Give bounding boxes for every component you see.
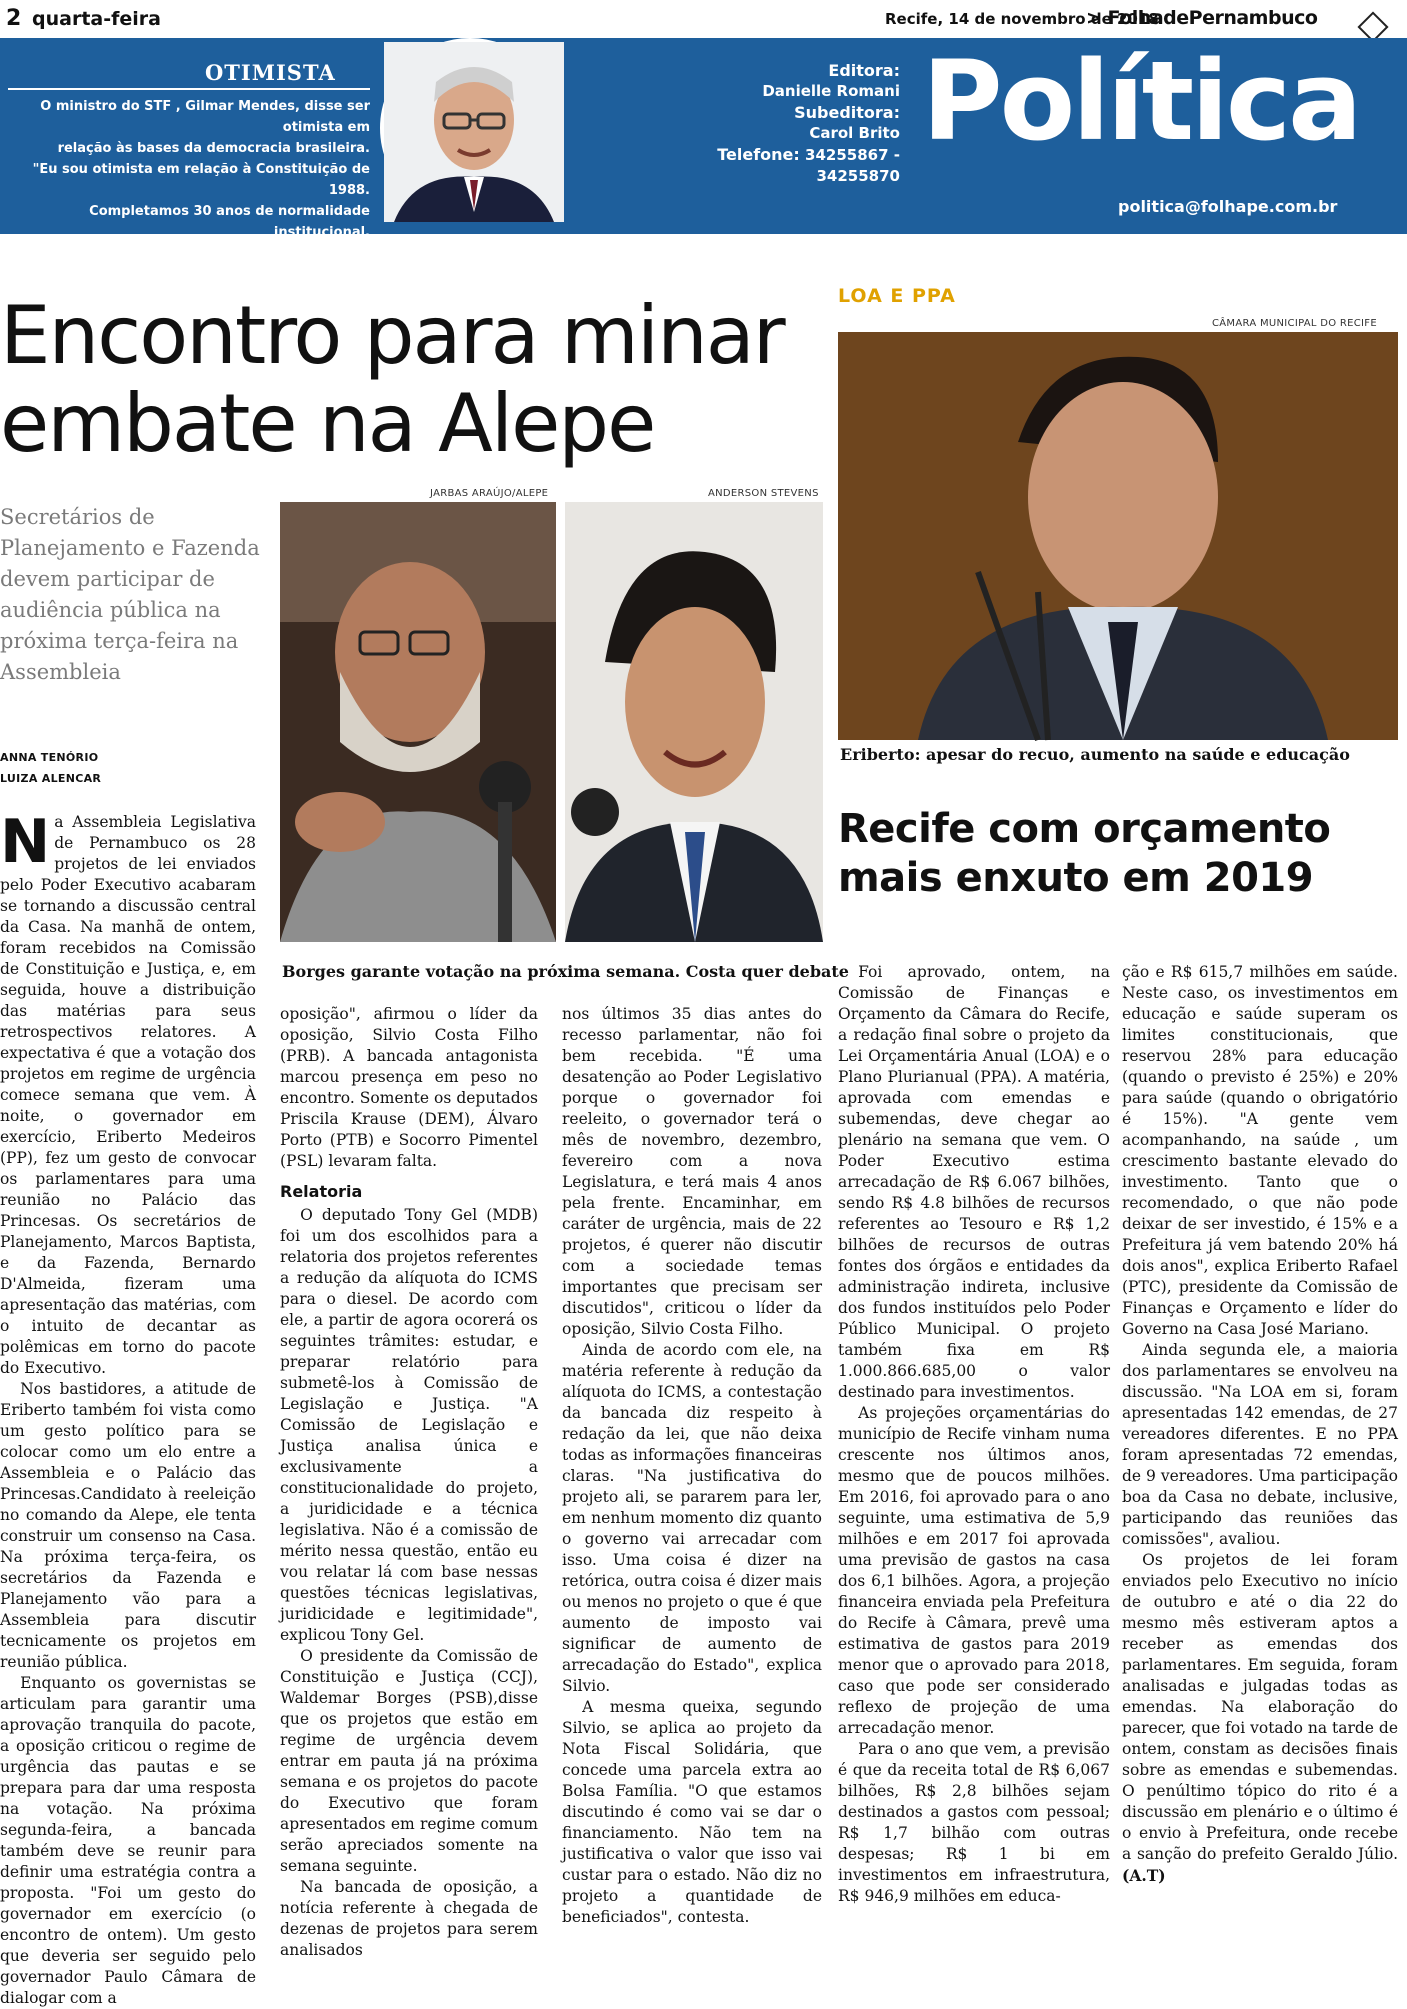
section-subtitle: Relatoria [280, 1182, 363, 1201]
subeditor-label: Subeditora: [794, 103, 900, 122]
otimista-line: Completamos 30 anos de normalidade institucional. [89, 204, 370, 240]
page-weekday: quarta-feira [32, 8, 161, 30]
page-date: Recife, 14 de novembro de 2018 [885, 10, 1159, 28]
author-name: ANNA TENÓRIO [0, 751, 99, 764]
otimista-line: O ministro do STF , Gilmar Mendes, disse ser otimista em [40, 99, 370, 135]
side-paragraph [1122, 1550, 1398, 1887]
section-title: Política [922, 37, 1360, 165]
side-paragraph: Para o ano que vem, a previsão é que da receita total de R$ 6,067 bilhões, R$ 2,8 bilhões sejam destinados a gastos com pessoal; R$ 1,7 bilhão com outras despesas; R$ 1 bi em investimentos em infraestrutura, R$ 946,9 milhões em educa- [838, 1740, 1110, 1905]
photo-eriberto [838, 332, 1398, 740]
dropcap: N [0, 807, 51, 877]
side-paragraph: ção e R$ 615,7 milhões em saúde. Neste caso, os investimentos em educação e saúde superam os limites constitucionais, que reservou 28% para educação (quando o previsto é 25%) e 20% para saúde (quando o obrigatório é 15%). "A gente vem acompanhando, na saúde , um crescimento bastante elevado do investimento. Tanto que o recomendado, o que não pode deixar de ser investido, é 15% e a Prefeitura já vem batendo 20% há dois anos", explica Eriberto Rafael (PTC), presidente da Comissão de Finanças e Orçamento e líder do Governo na Casa José Mariano. [1122, 963, 1398, 1338]
main-paragraph: nos últimos 35 dias antes do recesso parlamentar, não foi bem recebida. "É uma desatenção ao Poder Legislativo porque o governador foi reeleito, o governador terá o mês de novembro, dezembro, fevereiro com a nova Legislatura, e terá mais 4 anos pela frente. Encaminhar, em caráter de urgência, mais de 22 projetos, é querer não discutir com a sociedade temas importantes que precisam ser discutidos", criticou o líder da oposição, Silvio Costa Filho. [562, 1005, 822, 1338]
editor-label: Editora: [828, 61, 900, 80]
main-paragraph: O deputado Tony Gel (MDB) foi um dos escolhidos para a relatoria dos projetos referentes a redução da alíquota do ICMS para o diesel. De acordo com ele, a partir de agora ocorerá os seguintes trâmites: estudar, e preparar relatório para submetê-los à Comissão de Legislação e Justiça. "A Comissão de Legislação e Justiça analisa única e exclusivamente a constitucionalidade do projeto, a juridicidade e a técnica legislativa. Não é a comissão de mérito nessa questão, então eu vou relatar lá com base nessas questões técnicas legislativas, juridicidade e legitimidade", explicou Tony Gel. [280, 1206, 538, 1644]
main-paragraph: Ainda de acordo com ele, na matéria referente à redução da alíquota do ICMS, a contestação da bancada diz respeito à redação da lei, que não deixa todas as informações financeiras claras. "Na justificativa do projeto ali, se pararem para ler, em nenhum momento diz quanto o governo vai arrecadar com isso. Uma coisa é dizer na retórica, outra coisa é dizer mais ou menos no projeto o que é que aumento de imposto vai significar de aumento de arrecadação do Estado", explica Silvio. [562, 1341, 823, 1695]
photo-caption: Eriberto: apesar do recuo, aumento na saúde e educação [840, 745, 1350, 764]
main-paragraph: Nos bastidores, a atitude de Eriberto também foi vista como um gesto político para se colocar como um elo entre a Assembleia e o Palácio das Princesas.Candidato à reeleição no comando da Alepe, ele tenta construir um consenso na Casa. Na próxima terça-feira, os secretários da Fazenda e Planejamento vão para a Assembleia para discutir tecnicamente os projetos em reunião pública. [0, 1380, 256, 1671]
phone-number: 34255867 - 34255870 [805, 146, 900, 185]
phone-label: Telefone: [717, 145, 800, 164]
otimista-line: "Eu sou otimista em relação à Constituição de 1988. [32, 162, 370, 198]
section-banner [0, 37, 1407, 261]
main-paragraph [0, 807, 256, 1379]
side-headline: Recife com orçamento mais enxuto em 2019 [838, 806, 1331, 901]
otimista-line: Agora a meta é pensar nos próximos 30 anos." [26, 246, 370, 261]
side-paragraph: Ainda segunda ele, a maioria dos parlamentares se envolveu na discussão. "Na LOA em si, foram apresentadas 142 emendas, de 27 vereadores diferentes. E no PPA foram apresentadas 72 emendas, de 9 vereadores. Uma participação boa da Casa no debate, inclusive, participando das reuniões das comissões", avaliou. [1122, 1341, 1398, 1548]
main-paragraph-text: a Assembleia Legislativa de Pernambuco os 28 projetos de lei enviados pelo Poder Executivo acabaram se tornando a discussão central da Casa. Na manhã de ontem, foram recebidos na Comissão de Constituição e Justiça, e, em seguida, houve a distribuição das matérias para seus retrospectivos relatores. A expectativa é que a votação dos projetos em regime de urgência comece semana que vem. À noite, o governador em exercício, Eriberto Medeiros (PP), fez um gesto de convocar os parlamentares para uma reunião no Palácio das Princesas. Os secretários de Planejamento, Marcos Baptista, e da Fazenda, Bernardo D'Almeida, fizeram uma apresentação das matérias, com o intuito de decantar as polêmicas em torno do pacote do Executivo. [0, 813, 256, 1377]
photo-caption: Borges garante votação na próxima semana. Costa quer debate [282, 962, 849, 981]
otimista-line: relação às bases da democracia brasileira. [57, 141, 370, 156]
side-col-1 [838, 962, 1110, 1907]
brand-name: > FolhadePernambuco [1086, 7, 1318, 29]
main-col-3 [562, 1004, 822, 1928]
side-paragraph: As projeções orçamentárias do município de Recife vinham numa crescente nos últimos anos, mesmo que de poucos milhões. Em 2016, foi aprovado para o ano seguinte, uma estimativa de 5,9 milhões e em 2017 foi aprovada uma previsão de gastos na casa dos 6,1 bilhões. Agora, a projeção financeira enviada pela Prefeitura do Recife à Câmara, prevê uma estimativa de gastos para 2019 menor que o aprovado para 2018, caso que pode ser considerado reflexo de projeção de uma arrecadação menor. [838, 1404, 1110, 1737]
main-paragraph: Na bancada de oposição, a notícia referente à chegada de dezenas de projetos para serem analisados [280, 1878, 538, 1959]
otimista-quote [8, 96, 370, 264]
editor-name: Danielle Romani [762, 82, 900, 100]
otimista-title: OTIMISTA [205, 60, 336, 85]
section-email[interactable]: politica@folhape.com.br [1118, 197, 1338, 216]
side-col-2 [1122, 962, 1398, 1887]
side-kicker: LOA E PPA [838, 285, 956, 307]
main-paragraph: O presidente da Comissão de Constituição e Justiça (CCJ), Waldemar Borges (PSB),disse que os projetos que estão em regime de urgência devem entrar em pauta já na próxima semana e os projetos do pacote do Executivo que foram apresentados em regime comum serão apreciados somente na semana seguinte. [280, 1647, 538, 1875]
side-paragraph-text: Os projetos de lei foram enviados pelo Executivo no início de outubro e até o dia 22 do mesmo mês estiveram aptos a receber as emendas dos parlamentares. Em seguida, foram analisadas e julgadas todas as emendas. Na elaboração do parecer, que foi votado na tarde de ontem, constam as decisões finais sobre as emendas e subemendas. O penúltimo tópico do rito é a discussão em plenário e o último é o envio à Prefeitura, onde recebe a sanção do prefeito Geraldo Júlio. [1122, 1551, 1399, 1863]
author-name: LUIZA ALENCAR [0, 772, 102, 785]
photo-credit: ANDERSON STEVENS [708, 488, 819, 499]
main-headline: Encontro para minar embate na Alepe [0, 289, 784, 470]
main-col-1 [0, 807, 256, 2009]
top-strip [0, 0, 1407, 38]
page-number: 2 [6, 6, 22, 31]
main-col-2 [280, 1004, 538, 1961]
photo-credit: JARBAS ARAÚJO/ALEPE [430, 488, 549, 499]
photo-costa [565, 502, 823, 942]
main-paragraph: A mesma queixa, segundo Silvio, se aplica ao projeto da Nota Fiscal Solidária, que concede uma parcela extra ao Bolsa Família. "O que estamos discutindo é como vai se dar o financiamento. Não tem na justificativa o valor que isso vai custar para o estado. Não diz no projeto a quantidade de beneficiados", contesta. [562, 1698, 822, 1926]
side-paragraph: Foi aprovado, ontem, na Comissão de Finanças e Orçamento da Câmara do Recife, a redação final sobre o projeto da Lei Orçamentária Anual (LOA) e o Plano Plurianual (PPA). A matéria, aprovada com emendas e subemendas, deve chegar ao plenário na semana que vem. O Poder Executivo estima arrecadação de R$ 6.067 bilhões, sendo R$ 4.8 bilhões de recursos referentes ao Tesouro e R$ 1,2 bilhões de recursos de outras fontes dos órgãos e entidades da administração indireta, inclusive dos fundos instituídos pelo Poder Público Municipal. O projeto também fixa em R$ 1.000.866.685,00 o valor destinado para investimentos. [838, 963, 1110, 1401]
photo-borges [280, 502, 556, 942]
main-subhead: Secretários de Planejamento e Fazenda devem participar de audiência pública na próxima terça-feira na Assembleia [0, 505, 260, 684]
main-paragraph: Enquanto os governistas se articulam para garantir uma aprovação tranquila do pacote, a oposição criticou o regime de urgência das pautas e se prepara para dar uma resposta na votação. Na próxima segunda-feira, a bancada também deve se reunir para definir uma estratégia contra a proposta. "Foi um gesto do governador em exercício (o encontro de ontem). Um gesto que deveria ser seguido pelo governador Paulo Câmara de dialogar com a [0, 1674, 256, 2007]
gilmar-mendes-portrait [380, 38, 560, 218]
editors-box [660, 60, 900, 187]
photo-credit: CÂMARA MUNICIPAL DO RECIFE [1212, 318, 1377, 329]
otimista-divider [8, 88, 370, 90]
byline [0, 747, 101, 789]
subeditor-name: Carol Brito [809, 124, 900, 142]
main-paragraph: oposição", afirmou o líder da oposição, Silvio Costa Filho (PRB). A bancada antagonista marcou presença em peso no encontro. Somente os deputados Priscila Krause (DEM), Álvaro Porto (PTB) e Socorro Pimentel (PSL) levaram falta. [280, 1005, 538, 1170]
author-signature: (A.T) [1122, 1866, 1166, 1885]
